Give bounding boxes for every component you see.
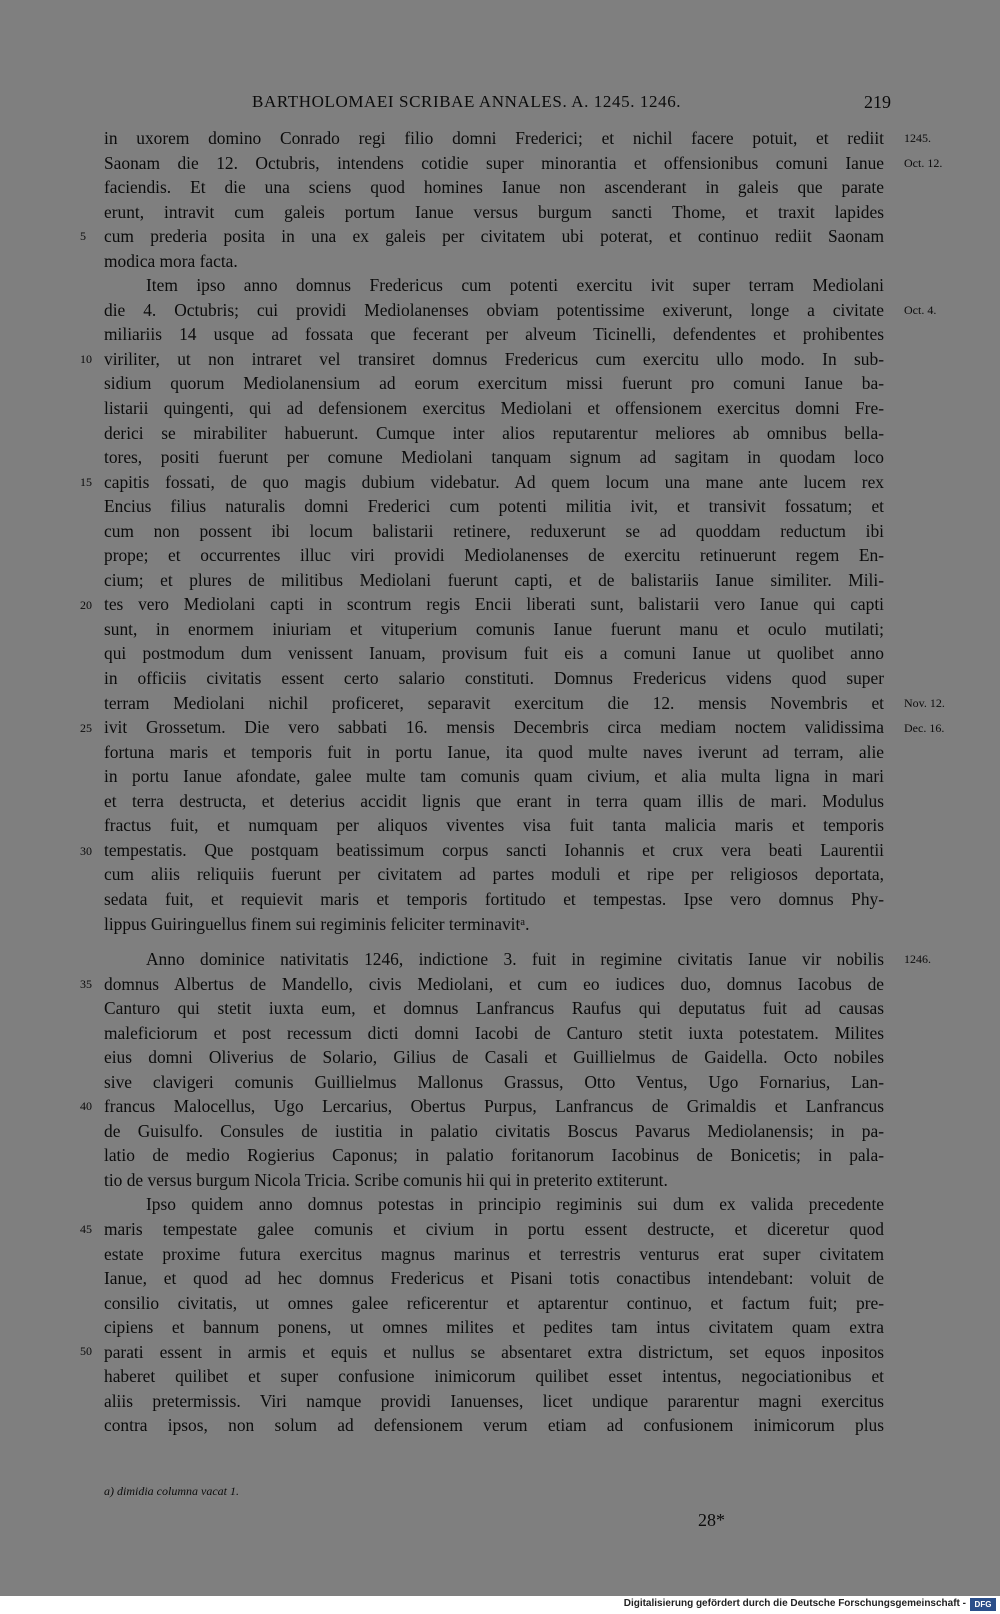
credit-text: Digitalisierung gefördert durch die Deutsche Forschungsgemeinschaft - (623, 1598, 966, 1609)
text-line: aliis pretermissis. Viri namque providi Ianuenses, licet undique pararentur magni exercitus (104, 1390, 884, 1411)
margin-note-nov-12: Nov. 12. (904, 696, 945, 710)
text-line: cum non possent ibi locum balistarii retinere, reduxerunt se ad quoddam reductum ibi (104, 520, 884, 541)
text-line: listarii quingenti, qui ad defensionem exercitus Mediolani et offensionem exercitus domni Fre- (104, 398, 884, 419)
text-line: Canturo qui stetit iuxta eum, et domnus Lanfrancus Raufus qui deputatus fuit ad causas (104, 998, 884, 1019)
text-line: ivit Grossetum. Die vero sabbati 16. mensis Decembris circa mediam noctem validissima (104, 717, 884, 738)
line-number-35: 35 (80, 977, 92, 991)
text-line: qui postmodum dum venissent Ianuam, provisum fuit eis a comuni Ianue ut quolibet anno (104, 643, 884, 664)
text-line: sedata fuit, et requievit maris et temporis fortitudo et tempestas. Ipse vero domnus Phy- (104, 888, 884, 909)
text-line: tio de versus burgum Nicola Tricia. Scribe comunis hii qui in preterito extiterunt. (104, 1169, 668, 1190)
page-number: 219 (864, 92, 891, 112)
digitization-credit-bar (0, 1596, 1000, 1614)
text-line: haberet quilibet et super confusione inimicorum quilibet esset intentus, negociationibus et (104, 1366, 884, 1387)
text-line: fortuna maris et temporis fuit in portu Ianue, ita quod multe naves iverunt ad terram, alie (104, 741, 884, 762)
line-number-50: 50 (80, 1344, 92, 1358)
text-line: faciendis. Et die una sciens quod homines Ianue non ascenderant in galeis que parate (104, 177, 884, 198)
line-number-30: 30 (80, 844, 92, 858)
text-line: sidium quorum Mediolanensium ad eorum exercitum missi fuerunt pro comuni Ianue ba- (104, 373, 884, 394)
text-block-2 (104, 947, 884, 1438)
text-line: cium; et plures de militibus Mediolani fuerunt capti, et de balistariis Ianue similiter. Mili- (104, 569, 884, 590)
footnote: a) dimidia columna vacat 1. (104, 1484, 239, 1498)
line-number-45: 45 (80, 1222, 92, 1236)
text-line: contra ipsos, non solum ad defensionem verum etiam ad confusionem inimicorum plus (104, 1415, 884, 1436)
text-line: domnus Albertus de Mandello, civis Mediolani, et cum eo iudices duo, domnus Iacobus de (104, 973, 884, 994)
line-number-5: 5 (80, 229, 86, 243)
text-line: capitis fossati, de quo magis dubium videbatur. Ad quem locum una mane ante lucem rex (104, 471, 884, 492)
text-line: tempestatis. Que postquam beatissimum corpus sancti Iohannis et crux vera beati Laurentii (104, 839, 884, 860)
text-line: francus Malocellus, Ugo Lercarius, Obertus Purpus, Lanfrancus de Grimaldis et Lanfrancus (104, 1096, 884, 1117)
text-line: maleficiorum et post recessum dicti domni Iacobi de Canturo stetit iuxta potestatem. Milites (104, 1022, 884, 1043)
text-line: in portu Ianue afondate, galee multe tam comunis quam civium, et alia multa ligna in mari (104, 766, 884, 787)
text-line: modica mora facta. (104, 250, 238, 271)
signature-mark: 28* (698, 1510, 725, 1530)
running-title: BARTHOLOMAEI SCRIBAE ANNALES. A. 1245. 1246. (252, 92, 682, 111)
text-line: die 4. Octubris; cui providi Mediolanenses obviam potentissime exiverunt, longe a civitate (104, 299, 884, 320)
text-line: cum prederia posita in una ex galeis per civitatem ubi poterat, et continuo rediit Saonam (104, 226, 884, 247)
line-number-25: 25 (80, 721, 92, 735)
text-line: tes vero Mediolani capti in scontrum regis Encii liberati sunt, balistarii vero Ianue qui capti (104, 594, 884, 615)
text-block-1 (104, 126, 884, 936)
margin-note-oct-4: Oct. 4. (904, 303, 937, 317)
margin-note-year-1245: 1245. (904, 131, 931, 145)
text-line: et terra destructa, et deterius accidit lignis que erant in terra quam illis de mari. Modulus (104, 790, 884, 811)
text-line: sive clavigeri comunis Guillielmus Mallonus Grassus, Otto Ventus, Ugo Fornarius, Lan- (104, 1071, 884, 1092)
line-number-40: 40 (80, 1099, 92, 1113)
text-line: Saonam die 12. Octubris, intendens cotidie super minorantia et offensionibus comuni Ianue (104, 152, 884, 173)
text-line: cum aliis reliquiis fuerunt per civitatem ad partes moduli et ripe per religiosos deportata, (104, 864, 884, 885)
text-line: eius domni Oliverius de Solario, Gilius de Casali et Guillielmus de Gaidella. Octo nobiles (104, 1047, 884, 1068)
text-line: in uxorem domino Conrado regi filio domni Frederici; et nichil facere potuit, et rediit (104, 128, 884, 148)
text-line: parati essent in armis et equis et nullus se absentaret extra districtum, set equos inpositos (104, 1341, 884, 1362)
text-line: Encius filius naturalis domni Frederici cum potenti militia ivit, et transivit fossatum; et (104, 496, 884, 517)
text-line: Item ipso anno domnus Fredericus cum potenti exercitu ivit super terram Mediolani (146, 275, 884, 296)
text-line: Anno dominice nativitatis 1246, indictione 3. fuit in regimine civitatis Ianue vir nobilis (146, 949, 884, 969)
text-line: estate proxime futura exercitus magnus marinus et terrestris venturus erat super civitatem (104, 1243, 884, 1264)
dfg-logo: DFG (970, 1598, 996, 1611)
text-line: fractus fuit, et numquam per aliquos viventes visa fuit tanta malicia maris et temporis (104, 815, 884, 836)
text-line: maris tempestate galee comunis et civium in portu essent destructe, et diceretur quod (104, 1219, 884, 1240)
text-line: in officiis civitatis essent certo salario constituti. Domnus Fredericus videns quod super (104, 668, 884, 689)
text-line: cipiens et bannum ponens, ut omnes milites et pedites tam intus civitatem quam extra (104, 1317, 884, 1338)
text-line: viriliter, ut non intraret vel transiret domnus Fredericus cum exercitu ullo modo. In sub- (104, 348, 884, 369)
line-number-20: 20 (80, 598, 92, 612)
text-line: miliariis 14 usque ad fossata que fecerant per alveum Ticinelli, defendentes et prohibentes (104, 324, 884, 345)
text-line: Ipso quidem anno domnus potestas in principio regiminis sui dum ex valida precedente (146, 1194, 884, 1215)
text-line: terram Mediolani nichil proficeret, separavit exercitum die 12. mensis Novembris et (104, 692, 884, 713)
line-number-15: 15 (80, 475, 92, 489)
margin-note-year-1246: 1246. (904, 952, 931, 966)
text-line: Ianue, et quod ad hec domnus Fredericus et Pisani totis conactibus intendebant: voluit de (104, 1268, 884, 1289)
text-line: prope; et occurrentes illuc viri providi Mediolanenses de exercitu retinuerunt regem En- (104, 545, 884, 566)
margin-note-oct-12: Oct. 12. (904, 156, 943, 170)
text-line: consilio civitatis, ut omnes galee reficerentur et aptarentur continuo, et factum fuit; pre- (104, 1292, 884, 1313)
text-line: lippus Guiringuellus finem sui regiminis feliciter terminavitᵃ. (104, 913, 530, 934)
text-line: latio de medio Rogierius Caponus; in palatio foritanorum Iacobinus de Bonicetis; in pala- (104, 1145, 884, 1166)
text-line: sunt, in enormem iniuriam et vituperium comunis Ianue fuerunt manu et oculo mutilati; (104, 618, 884, 639)
text-line: erunt, intravit cum galeis portum Ianue versus burgum sancti Thome, et traxit lapides (104, 201, 884, 222)
text-line: derici se mirabiliter habuerunt. Cumque inter alios reputarentur meliores ab omnibus bella- (104, 422, 884, 443)
line-number-10: 10 (80, 352, 92, 366)
text-line: tores, positi fuerunt per comune Mediolani tanquam signum ad sagitam in quodam loco (104, 447, 884, 468)
margin-note-dec-16: Dec. 16. (904, 721, 945, 735)
text-line: de Guisulfo. Consules de iustitia in palatio civitatis Boscus Pavarus Mediolanensis; in pa- (104, 1120, 884, 1141)
page-header (0, 92, 1000, 118)
